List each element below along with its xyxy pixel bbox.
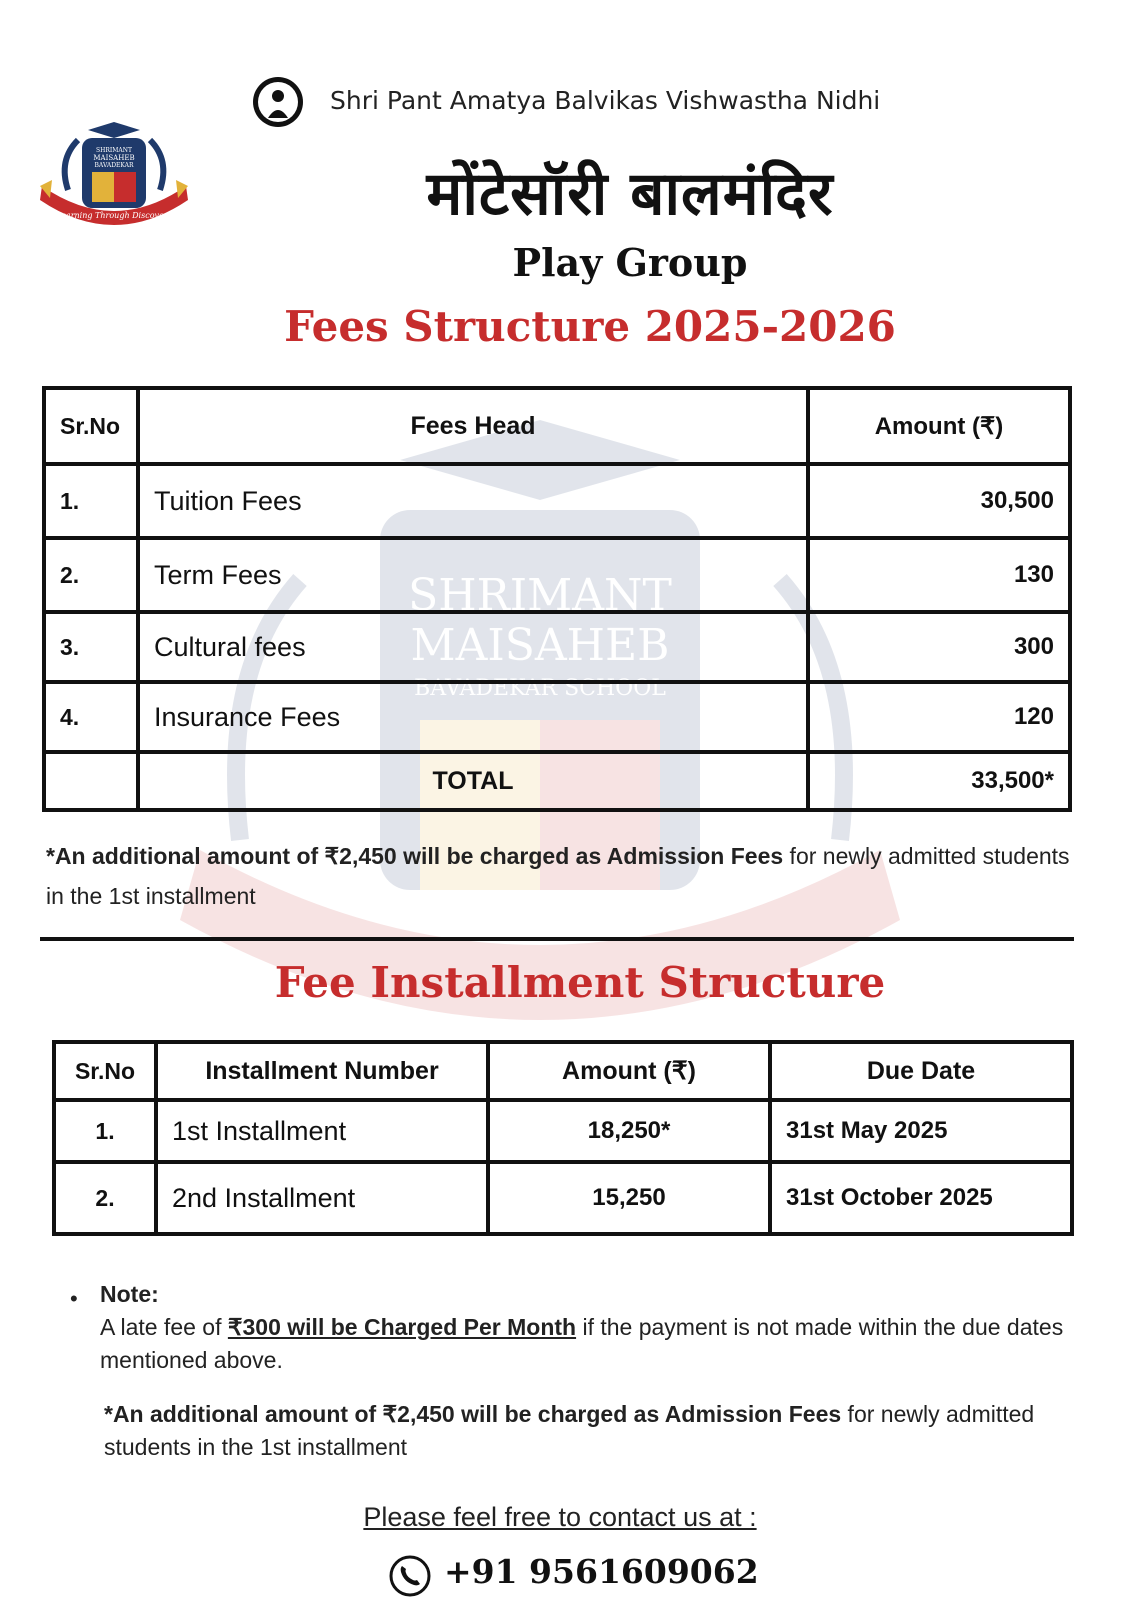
total-amount: 33,500* bbox=[808, 752, 1070, 810]
table-header-row bbox=[54, 1042, 1072, 1100]
row-fees-head: Tuition Fees bbox=[138, 464, 808, 538]
late-fee-note bbox=[70, 1278, 1070, 1377]
row-fees-head: Insurance Fees bbox=[138, 682, 808, 752]
table-row bbox=[44, 464, 1070, 538]
row-amount: 120 bbox=[808, 682, 1070, 752]
logo-line-3: BAVADEKAR bbox=[94, 162, 134, 169]
total-row bbox=[44, 752, 1070, 810]
trust-name: Shri Pant Amatya Balvikas Vishwastha Nidhi bbox=[330, 86, 881, 115]
school-logo bbox=[38, 120, 190, 238]
row-installment-name: 2nd Installment bbox=[156, 1162, 488, 1234]
admission-note-bold: *An additional amount of ₹2,450 will be charged as Admission Fees bbox=[46, 843, 784, 869]
note-label: Note: bbox=[100, 1281, 159, 1307]
contact-phone[interactable]: +91 9561609062 bbox=[444, 1552, 759, 1591]
row-due-date: 31st May 2025 bbox=[770, 1100, 1072, 1162]
logo-motto: Learning Through Discovery bbox=[55, 211, 173, 220]
watermark-line-3: BAVADEKAR SCHOOL bbox=[414, 676, 666, 701]
row-amount: 300 bbox=[808, 612, 1070, 682]
page-title-hindi: मोंटेसॉरी बालमंदिर bbox=[426, 159, 834, 229]
watermark-line-1: SHRIMANT bbox=[408, 570, 672, 621]
table-header-row bbox=[44, 388, 1070, 464]
watermark-line-2: MAISAHEB bbox=[410, 620, 670, 671]
installment-table bbox=[52, 1040, 1074, 1236]
table-row bbox=[54, 1100, 1072, 1162]
note-text-after: if the payment is not made within the due dates mentioned above. bbox=[100, 1314, 1064, 1373]
header-sr-no: Sr.No bbox=[44, 388, 138, 464]
header-due-date: Due Date bbox=[770, 1042, 1072, 1100]
header-amount: Amount (₹) bbox=[488, 1042, 770, 1100]
total-sr-empty bbox=[44, 752, 138, 810]
row-fees-head: Term Fees bbox=[138, 538, 808, 612]
fees-table bbox=[42, 386, 1072, 812]
row-amount: 15,250 bbox=[488, 1162, 770, 1234]
row-sr-no: 3. bbox=[44, 612, 138, 682]
admission-note-2-rest: for newly admitted students in the 1st installment bbox=[104, 1401, 1035, 1460]
row-installment-name: 1st Installment bbox=[156, 1100, 488, 1162]
row-amount: 30,500 bbox=[808, 464, 1070, 538]
row-sr-no: 4. bbox=[44, 682, 138, 752]
row-fees-head: Cultural fees bbox=[138, 612, 808, 682]
total-label: TOTAL bbox=[138, 752, 808, 810]
admission-note-2-bold: *An additional amount of ₹2,450 will be charged as Admission Fees bbox=[104, 1401, 842, 1427]
contact-label: Please feel free to contact us at : bbox=[363, 1502, 757, 1532]
installment-title: Fee Installment Structure bbox=[274, 958, 886, 1007]
table-row bbox=[54, 1162, 1072, 1234]
table-row bbox=[44, 612, 1070, 682]
phone-icon bbox=[388, 1554, 432, 1598]
row-sr-no: 2. bbox=[54, 1162, 156, 1234]
row-sr-no: 2. bbox=[44, 538, 138, 612]
admission-note-rest: for newly admitted students in the 1st installment bbox=[46, 843, 1070, 909]
admission-note bbox=[46, 836, 1086, 916]
logo-line-2: MAISAHEB bbox=[93, 154, 135, 162]
row-amount: 130 bbox=[808, 538, 1070, 612]
row-sr-no: 1. bbox=[44, 464, 138, 538]
row-due-date: 31st October 2025 bbox=[770, 1162, 1072, 1234]
header-sr-no: Sr.No bbox=[54, 1042, 156, 1100]
logo-line-1: SHRIMANT bbox=[96, 147, 132, 154]
admission-note-2 bbox=[104, 1398, 1064, 1464]
row-amount: 18,250* bbox=[488, 1100, 770, 1162]
note-text-underlined: ₹300 will be Charged Per Month bbox=[227, 1314, 577, 1340]
note-bullet: • bbox=[70, 1286, 78, 1311]
header-fees-head: Fees Head bbox=[138, 388, 808, 464]
table-row bbox=[44, 682, 1070, 752]
table-row bbox=[44, 538, 1070, 612]
header-installment-number: Installment Number bbox=[156, 1042, 488, 1100]
trust-logo bbox=[250, 74, 306, 130]
page-subtitle: Play Group bbox=[512, 240, 748, 285]
header-amount: Amount (₹) bbox=[808, 388, 1070, 464]
fees-structure-title: Fees Structure 2025-2026 bbox=[284, 302, 896, 351]
row-sr-no: 1. bbox=[54, 1100, 156, 1162]
note-text-before: A late fee of bbox=[100, 1314, 228, 1340]
section-divider bbox=[40, 937, 1074, 941]
